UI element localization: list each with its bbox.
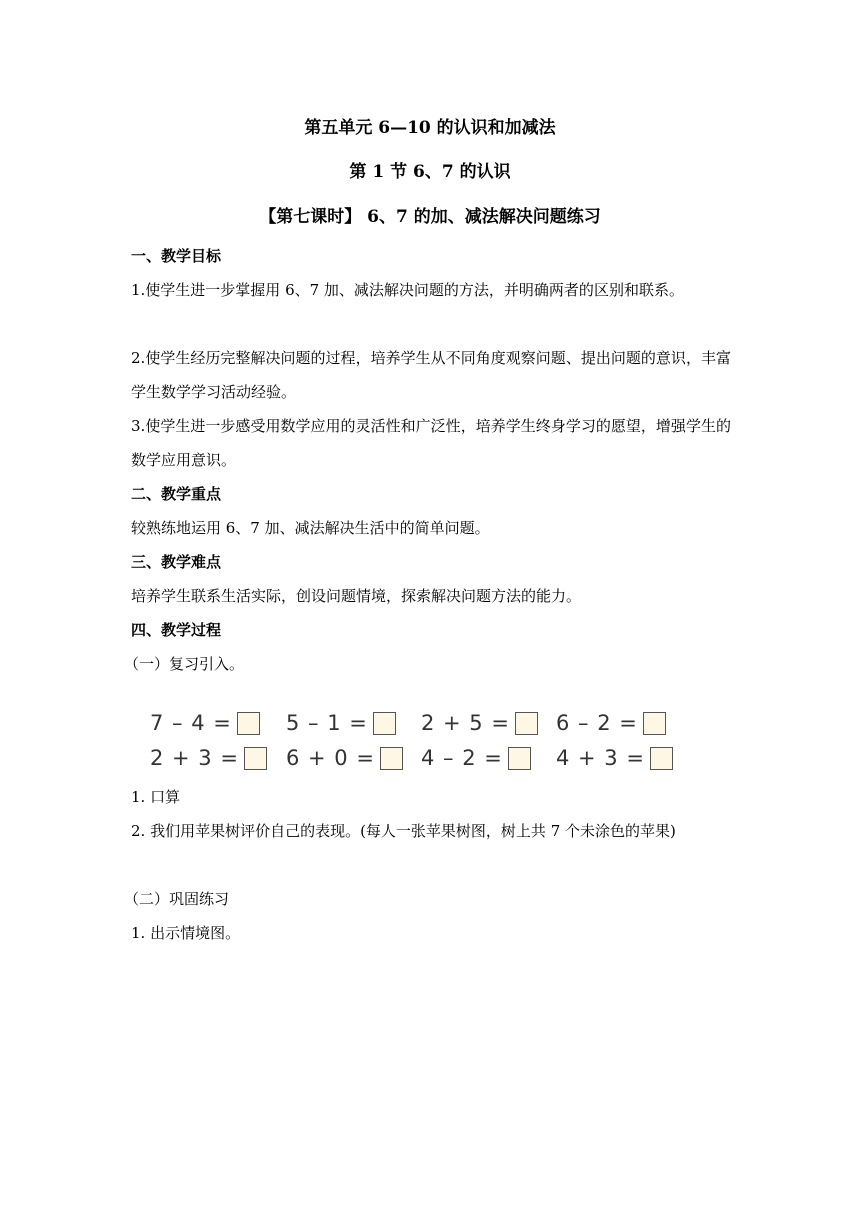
- answer-box[interactable]: [650, 747, 673, 770]
- step-2: 2. 我们用苹果树评价自己的表现。(每人一张苹果树图，树上共 7 个未涂色的苹果): [131, 822, 676, 840]
- answer-box[interactable]: [380, 747, 403, 770]
- equation: [286, 709, 396, 737]
- mental-arithmetic-grid: [150, 703, 670, 777]
- objectives-heading: 一、教学目标: [131, 247, 222, 265]
- equation: [556, 744, 673, 772]
- equation-expression: 2 + 3 =: [150, 746, 239, 770]
- equation: [556, 709, 666, 737]
- process-heading: 四、教学过程: [131, 621, 222, 639]
- equation-expression: 6 + 0 =: [286, 746, 375, 770]
- equation: [150, 709, 260, 737]
- equation-expression: 7 – 4 =: [150, 711, 232, 735]
- objective-1: 1.使学生进一步掌握用 6、7 加、减法解决问题的方法，并明确两者的区别和联系。: [131, 281, 684, 299]
- lesson-title: 【第七课时】 6、7 的加、减法解决问题练习: [259, 207, 601, 227]
- equation-expression: 5 – 1 =: [286, 711, 368, 735]
- step-1: 1. 口算: [131, 788, 181, 806]
- answer-box[interactable]: [643, 712, 666, 735]
- answer-box[interactable]: [244, 747, 267, 770]
- consolidate-label: （二）巩固练习: [124, 890, 230, 908]
- key-points-heading: 二、教学重点: [131, 485, 222, 503]
- key-points-text: 较熟练地运用 6、7 加、减法解决生活中的简单问题。: [131, 519, 490, 537]
- difficulties-text: 培养学生联系生活实际，创设问题情境，探索解决问题方法的能力。: [131, 587, 582, 605]
- equation-expression: 4 + 3 =: [556, 746, 645, 770]
- equation: [421, 744, 531, 772]
- answer-box[interactable]: [508, 747, 531, 770]
- section-title: 第 1 节 6、7 的认识: [349, 162, 511, 182]
- equation-expression: 6 – 2 =: [556, 711, 638, 735]
- answer-box[interactable]: [373, 712, 396, 735]
- equation: [421, 709, 538, 737]
- review-label: （一）复习引入。: [124, 655, 245, 673]
- objective-2: 2.使学生经历完整解决问题的过程，培养学生从不同角度观察问题、提出问题的意识，丰富学生数学学习活动经验。: [131, 349, 731, 401]
- objective-3: 3.使学生进一步感受用数学应用的灵活性和广泛性，培养学生终身学习的愿望，增强学生的数学应用意识。: [131, 417, 731, 469]
- equation: [150, 744, 267, 772]
- equation-expression: 4 – 2 =: [421, 746, 503, 770]
- equation: [286, 744, 403, 772]
- unit-title: 第五单元 6—10 的认识和加减法: [304, 118, 556, 138]
- answer-box[interactable]: [237, 712, 260, 735]
- answer-box[interactable]: [515, 712, 538, 735]
- consolidate-step-1: 1. 出示情境图。: [131, 924, 241, 942]
- difficulties-heading: 三、教学难点: [131, 553, 222, 571]
- equation-expression: 2 + 5 =: [421, 711, 510, 735]
